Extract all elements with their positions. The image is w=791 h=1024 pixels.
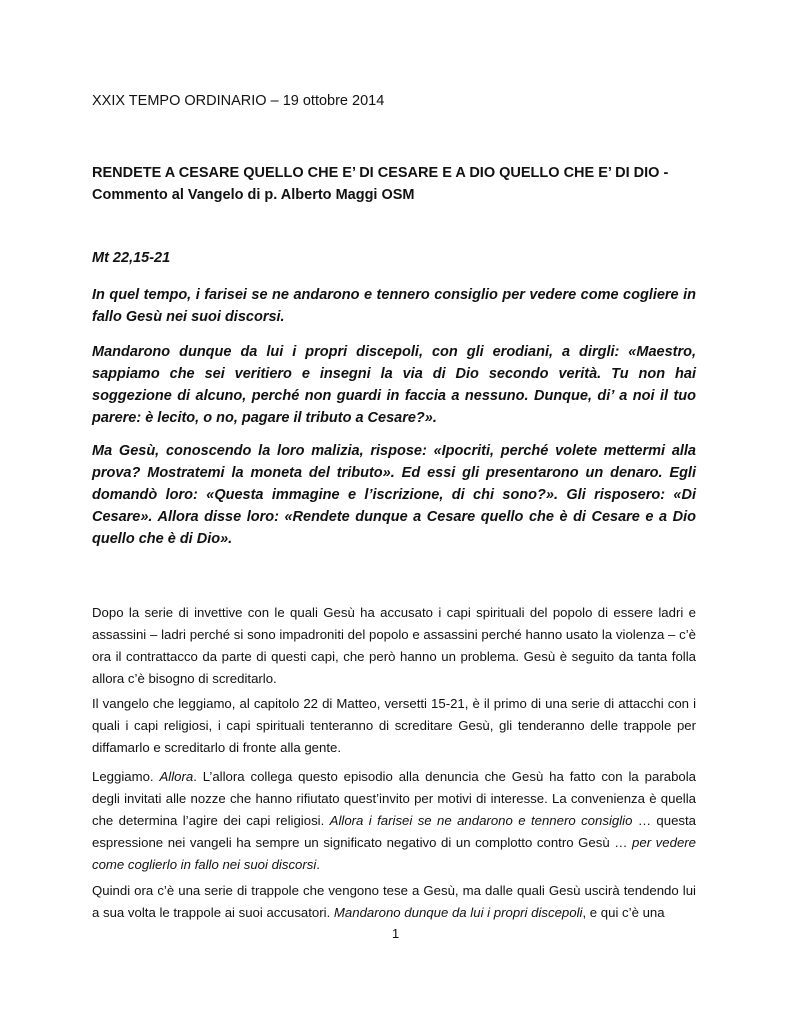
commentary-text: … questa espressione nei vangeli ha sempre un significato negativo di un complotto contro Gesù …	[92, 813, 697, 850]
document-title: RENDETE A CESARE QUELLO CHE E’ DI CESARE E A DIO QUELLO CHE E’ DI DIO - Commento al Vangelo di p. Alberto Maggi OSM	[92, 165, 669, 203]
commentary-paragraph	[92, 766, 696, 876]
commentary-quote: per vedere come coglierlo in fallo nei suoi discorsi	[92, 835, 697, 872]
gospel-paragraph: Ma Gesù, conoscendo la loro malizia, rispose: «Ipocriti, perché volete mettermi alla prova? Mostratemi la moneta del tributo». Ed essi gli presentarono un denaro. Egli domandò loro: «Questa immagine e l’iscrizione, di chi sono?». Gli risposero: «Di Cesare». Allora disse loro: «Rendete dunque a Cesare quello che è di Cesare e a Dio quello che è di Dio».	[92, 443, 696, 547]
commentary-paragraph: Il vangelo che leggiamo, al capitolo 22 di Matteo, versetti 15-21, è il primo di una serie di attacchi con i quali i capi religiosi, i capi spirituali tenteranno di screditare Gesù, gli tenderanno delle trappole per diffamarlo e screditarlo di fronte alla gente.	[92, 696, 696, 755]
commentary-text: , e qui c’è una	[582, 905, 665, 920]
commentary-quote: Allora i farisei se ne andarono e tennero consiglio	[329, 813, 633, 828]
commentary-paragraph: Dopo la serie di invettive con le quali Gesù ha accusato i capi spirituali del popolo di essere ladri e assassini – ladri perché si sono impadroniti del popolo e assassini perché hanno usato la violenza – c’è ora il contrattacco da parte di questi capi, che però hanno un problema. Gesù è seguito da tanta folla allora c’è bisogno di screditarlo.	[92, 605, 696, 686]
commentary-text: Leggiamo.	[92, 769, 160, 784]
commentary-quote: Allora	[159, 769, 194, 784]
page-number: 1	[391, 926, 400, 941]
commentary-text: . L’allora collega questo episodio alla denuncia che Gesù ha fatto con la parabola degli invitati alle nozze che hanno rifiutato quest’invito per motivi di interesse. La convenienza è quella che determina l’agire dei capi religiosi.	[92, 769, 696, 828]
commentary-quote: Mandarono dunque da lui i propri discepoli	[333, 905, 583, 920]
gospel-paragraph: In quel tempo, i farisei se ne andarono e tennero consiglio per vedere come cogliere in fallo Gesù nei suoi discorsi.	[92, 287, 696, 325]
gospel-reference: Mt 22,15-21	[92, 250, 171, 266]
commentary-paragraph	[92, 880, 696, 924]
commentary-text: .	[316, 857, 320, 872]
document-header: XXIX TEMPO ORDINARIO – 19 ottobre 2014	[92, 93, 385, 109]
gospel-paragraph: Mandarono dunque da lui i propri discepoli, con gli erodiani, a dirgli: «Maestro, sappiamo che sei veritiero e insegni la via di Dio secondo verità. Tu non hai soggezione di alcuno, perché non guardi in faccia a nessuno. Dunque, di’ a noi il tuo parere: è lecito, o no, pagare il tributo a Cesare?».	[92, 344, 696, 426]
commentary-text: Quindi ora c’è una serie di trappole che vengono tese a Gesù, ma dalle quali Gesù uscirà tendendo lui a sua volta le trappole ai suoi accusatori.	[92, 883, 696, 920]
